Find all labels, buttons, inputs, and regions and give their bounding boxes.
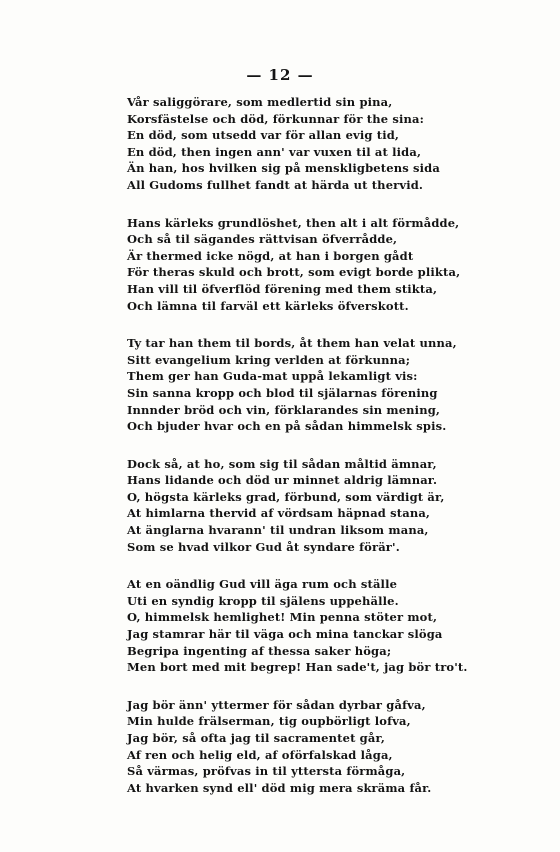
verse-line: Som se hvad vilkor Gud åt syndare förär'. [127, 539, 400, 554]
verse-line: Och lämna til farväl ett kärleks öfverskott. [127, 298, 409, 313]
verse-line: En död, som utsedd var för allan evig tid, [127, 128, 400, 143]
verse-line: Är thermed icke nögd, at han i borgen gådt [127, 248, 414, 263]
verse-line: Them ger han Guda-mat uppå lekamligt vis: [127, 369, 418, 384]
verse-line: Sin sanna kropp och blod til själarnas förening [127, 385, 438, 400]
verse-line: O, högsta kärleks grad, förbund, som värdigt är, [127, 489, 445, 504]
verse-line: Ty tar han them til bords, åt them han velat unna, [127, 336, 457, 351]
verse-line: All Gudoms fullhet fandt at härda ut thervid. [127, 177, 424, 192]
verse-line: Jag stamrar här til väga och mina tanckar slöga [127, 627, 443, 642]
verse-line: Vår saliggörare, som medlertid sin pina, [127, 95, 393, 109]
verse-line: Jag bör änn' yttermer för sådan dyrbar gåfva, [127, 697, 426, 712]
poem-body [127, 94, 497, 817]
verse-line: O, himmelsk hemlighet! Min penna stöter mot, [127, 610, 438, 625]
verse-line: At hvarken synd ell' död mig mera skräma får. [127, 780, 432, 795]
verse-line: At himlarna thervid af vördsam häpnad stana, [127, 506, 431, 521]
verse-line: Af ren och helig eld, af oförfalskad låga, [127, 747, 393, 762]
verse-line: Än han, hos hvilken sig på menskligbetens sida [127, 161, 440, 176]
verse-line: At en oändlig Gud vill äga rum och ställe [127, 577, 398, 592]
stanza [127, 215, 497, 315]
stanza [127, 456, 497, 556]
verse-line: Min hulde frälserman, tig oupbörligt lofva, [127, 714, 411, 729]
verse-line: Uti en syndig kropp til själens uppehälle. [127, 593, 399, 608]
verse-line: Sitt evangelium kring verlden at förkunna; [127, 352, 411, 367]
verse-line: Korsfästelse och död, förkunnar för the sina: [127, 111, 424, 126]
verse-line: Och så til sägandes rättvisan öfverrådde, [127, 232, 398, 247]
page-number: — 12 — [246, 66, 314, 84]
verse-line: At änglarna hvarann' til undran liksom mana, [127, 523, 429, 538]
verse-line: Men bort med mit begrep! Han sade't, jag bör tro't. [127, 660, 468, 675]
stanza [127, 335, 497, 435]
verse-line: Och bjuder hvar och en på sådan himmelsk spis. [127, 419, 447, 434]
verse-line: Innnder bröd och vin, förklarandes sin mening, [127, 402, 441, 417]
verse-line: Hans kärleks grundlöshet, then alt i alt förmådde, [127, 215, 460, 230]
verse-line: Så värmas, pröfvas in til yttersta förmåga, [127, 764, 406, 779]
verse-line: Jag bör, så ofta jag til sacramentet går, [127, 731, 385, 745]
verse-line: En död, then ingen ann' var vuxen til at lida, [127, 144, 422, 159]
verse-line: Han vill til öfverflöd förening med them stikta, [127, 281, 438, 296]
stanza [127, 94, 497, 194]
stanza [127, 697, 497, 797]
verse-line: Begripa ingenting af thessa saker höga; [127, 643, 392, 658]
stanza [127, 576, 497, 676]
verse-line: Dock så, at ho, som sig til sådan måltid ämnar, [127, 456, 437, 471]
verse-line: För theras skuld och brott, som evigt borde plikta, [127, 265, 461, 280]
verse-line: Hans lidande och död ur minnet aldrig lämnar. [127, 473, 438, 488]
